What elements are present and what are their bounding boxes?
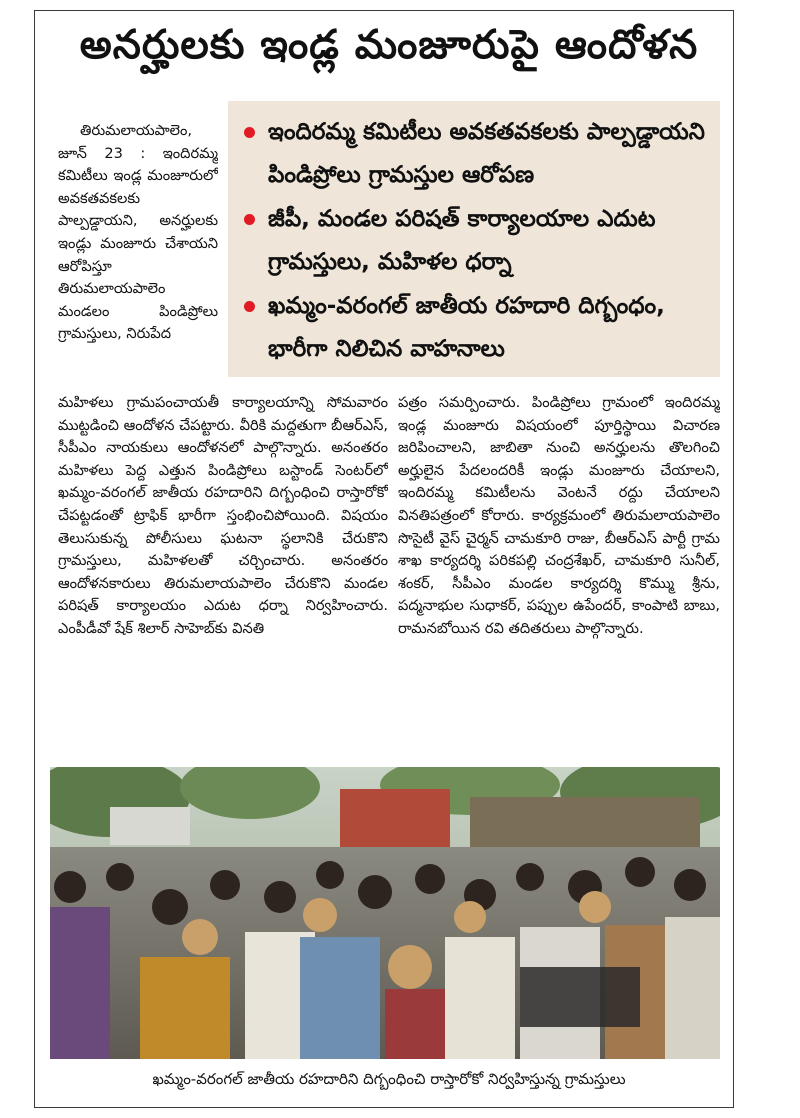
highlight-text: జీపీ, మండల పరిషత్ కార్యాలయాల ఎదుట గ్రామస్తులు, మహిళల ధర్నా <box>268 206 656 275</box>
body-column-left: మహిళలు గ్రామపంచాయతీ కార్యాలయాన్ని సోమవారం ముట్టడించి ఆందోళన చేపట్టారు. వీరికి మద్దతుగా బీఆర్ఎస్, సీపీఎం నాయకులు ఆందోళనలో పాల్గొన్నారు. అనంతరం మహిళలు పెద్ద ఎత్తున పిండిప్రోలు బస్టాండ్ సెంటర్‌లో ఖమ్మం-వరంగల్ జాతీయ రహదారిని దిగ్బంధించి రాస్తారోకో చేపట్టడంతో ట్రాఫిక్ భారీగా స్తంభించిపోయింది. విషయం తెలుసుకున్న పోలీసులు ఘటనా స్థలానికి చేరుకొని గ్రామస్తులు, మహిళలతో చర్చించారు. అనంతరం ఆందోళనకారులు తిరుమలాయపాలెం చేరుకొని మండల పరిషత్ కార్యాలయం ఎదుట ధర్నా నిర్వహించారు. ఎంపీడీవో షేక్ శిలార్ సాహెబ్‌కు వినతి <box>58 394 388 637</box>
body-column-right: పత్రం సమర్పించారు. పిండిప్రోలు గ్రామంలో ఇందిరమ్మ ఇండ్ల మంజూరు విషయంలో పూర్తిస్థాయి విచారణ జరిపించాలని, జాబితా నుంచి అనర్హులను తొలగించి అర్హులైన పేదలందరికీ ఇండ్లు మంజూరు చేయాలని, ఇందిరమ్మ కమిటీలను వెంటనే రద్దు చేయాలని వినతిపత్రంలో కోరారు. కార్యక్రమంలో తిరుమలాయపాలెం సొసైటీ వైస్ చైర్మన్ చామకూరి రాజు, బీఆర్ఎస్ పార్టీ గ్రామ శాఖ కార్యదర్శి పరికపల్లి చంద్రశేఖర్, చామకూరి సునీల్, శంకర్, సీపీఎం మండల కార్యదర్శి కొమ్ము శ్రీను, పద్మనాభుల సుధాకర్, పప్పుల ఉపేందర్, కాంపాటి బాబు, రామనబోయిన రవి తదితరులు పాల్గొన్నారు. <box>398 394 720 637</box>
highlight-item <box>240 285 710 371</box>
highlights-box <box>228 101 720 377</box>
protest-photo <box>50 767 720 1059</box>
photo-caption: ఖమ్మం-వరంగల్ జాతీయ రహదారిని దిగ్బంధించి రాస్తారోకో నిర్వహిస్తున్న గ్రామస్తులు <box>152 1070 626 1088</box>
highlight-item <box>240 111 710 197</box>
highlight-item <box>240 198 710 284</box>
bullet-icon <box>244 301 255 312</box>
bullet-icon <box>244 214 255 225</box>
highlight-text: ఇందిరమ్మ కమిటీలు అవకతవకలకు పాల్పడ్డాయని పిండిప్రోలు గ్రామస్తుల ఆరోపణ <box>268 119 705 188</box>
highlight-text: ఖమ్మం-వరంగల్ జాతీయ రహదారి దిగ్బంధం, భారీగా నిలిచిన వాహనాలు <box>268 293 665 362</box>
protest-photo-illustration <box>50 767 720 1059</box>
body-intro: తిరుమలాయపాలెం, జూన్ 23 : ఇందిరమ్మ కమిటీలు ఇండ్ల మంజూరులో అవకతవకలకు పాల్పడ్డాయని, అనర్హులకు ఇండ్లు మంజూరు చేశాయని ఆరోపిస్తూ తిరుమలాయపాలెం మండలం పిండిప్రోలు గ్రామస్తులు, నిరుపేద <box>58 122 218 343</box>
bullet-icon <box>244 127 255 138</box>
article-headline: అనర్హులకు ఇండ్ల మంజూరుపై ఆందోళన <box>79 22 699 68</box>
